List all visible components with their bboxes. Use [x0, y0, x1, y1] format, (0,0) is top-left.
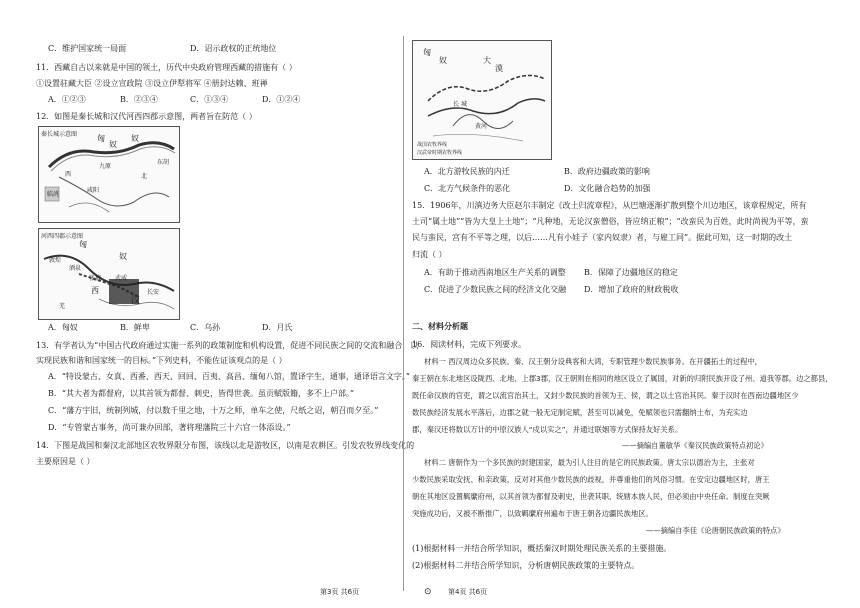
q12-stem: 12．如图是秦长城和汉代河西四郡示意图，两者旨在防范（ ） [36, 112, 257, 121]
boundary-map-legend-1: 战国农牧界线 [417, 142, 448, 148]
qin-map-label-2: 奴 [131, 134, 139, 143]
hexi-map-label-1: 匈 [79, 240, 87, 249]
page-footer-right: 第4页 共6页 [448, 588, 488, 596]
q11-option-b: B．②③④ [120, 95, 158, 104]
material1-source: ——摘编自董敏华《秦汉民族政策特点初论》 [622, 441, 768, 450]
hexi-map-title: 河西四郡示意图 [41, 233, 84, 240]
boundary-map-label-6: 城 [461, 101, 468, 108]
qin-map-label-8: 北 [141, 173, 148, 180]
q13-option-d: D．“专管蒙古事务，尚可兼办回部，著将理藩院三十六官一体添设。” [48, 423, 291, 432]
material2-source: ——摘编自李佳《论唐朝民族政策的特点》 [646, 526, 785, 535]
q14-option-d: D．文化融合趋势的加强 [564, 184, 651, 193]
q13-option-c: C．“藩方宇旧，统制列城，付以数千里之地，十万之师，单车之使，尺纸之诏，朝召而夕至。” [48, 406, 379, 415]
q13-option-b: B．“其大者为都督府，以其首领为都督、刺史，皆得世袭。虽贡赋版籍，多不上户部。” [48, 389, 355, 398]
q15-option-a: A．有助于推动西南地区生产关系的调整 [424, 268, 566, 277]
hexi-map-label-9: 长安 [147, 289, 160, 296]
q11-items: ①设置驻藏大臣 ②设立宣政院 ③设立伊犁将军 ④册封达赖、班禅 [36, 79, 268, 88]
qin-map-label-1: 匈 [97, 134, 105, 143]
q11-stem: 11．西藏自古以来就是中国的领土，历代中央政府管理西藏的措施有（ ） [36, 63, 297, 72]
hexi-commanderies-map [38, 228, 180, 320]
qin-map-label-6: 咸阳 [87, 187, 100, 194]
q12-option-d: D．月氏 [262, 323, 293, 332]
material2-line2: 少数民族采取安抚、和亲政策，反对对其他少数民族的歧视，并尊重他们的风俗习惯。在安定边疆地区时，唐王 [412, 475, 770, 484]
q12-option-b: B．鲜卑 [120, 323, 150, 332]
page-footer-left: 第3页 共6页 [320, 588, 360, 596]
material2-line3: 朝在其地区设置羁縻府州，以其首领为都督及刺史，世袭其职，统辖本族人民，但必须由中央任命。制度在突厥 [412, 492, 770, 501]
q14-option-a: A．北方游牧民族的内迁 [424, 167, 510, 176]
boundary-map-label-5: 长 [453, 101, 460, 108]
hexi-map-label-2: 奴 [119, 252, 127, 261]
material1-line2: 秦王朝在东北地区设陇西、北地、上郡3郡，汉王朝则在相同的地区设立了属国，对新的归附民族开设了州、道我等郡。边之都县， [412, 374, 833, 383]
hexi-map-label-4: 敦煌 [49, 257, 62, 264]
q13-stem-line2: 实现民族和谐和国家统一的目标。”下列史料，不能佐证该观点的是（ ） [36, 356, 287, 365]
qin-map-label-7: 西 [65, 171, 72, 178]
q11-option-d: D．①②④ [262, 95, 301, 104]
hexi-map-label-7: 武威 [115, 275, 128, 282]
boundary-map-label-1: 匈 [423, 48, 431, 57]
hexi-map-label-10: 羌 [59, 303, 66, 310]
hexi-map-label-8: 汉 [131, 296, 141, 306]
q15-stem-line2: 土司“属土地”“皆为大皇上土地”；“凡种地，无论汉蛮僧俗，皆应纳正粮”；“改蛮民为百姓，此时尚视为平等，蛮 [412, 217, 809, 226]
q10-option-d: D．诏示政权的正统地位 [190, 44, 277, 53]
q14-stem-line2: 主要原因是（ ） [36, 457, 95, 466]
q12-option-a: A．匈奴 [48, 323, 78, 332]
q15-stem-line4: 归流（ ） [412, 250, 447, 259]
q15-stem-line1: 15．1906年，川滇边务大臣赵尔丰制定《改土归流章程》，从巴塘逐渐扩散到整个川边地区，该章程规定，所有 [412, 201, 807, 210]
q13-stem-line1: 13．有学者认为“中国古代政府通过实施一系列的政策制度和机构设置，促进不同民族之间的交流和融合，以 [36, 341, 419, 350]
boundary-map-legend-2: 汉武帝时期农牧界线 [417, 150, 463, 156]
q15-option-d: D．增加了政府的财政税收 [584, 285, 679, 294]
q11-option-a: A．①②③ [48, 95, 86, 104]
qin-map-label-3: 奴 [109, 140, 117, 149]
q15-stem-line3: 民与蛮民，宫有不平等之理，以后……凡有小娃子（家内奴隶）者，与雇工同”。据此可知，这一时期的改土 [412, 233, 793, 242]
boundary-map-label-4: 漠 [495, 64, 503, 73]
q16-stem: 16．阅读材料，完成下列要求。 [412, 340, 527, 349]
q14-option-c: C．北方气候条件的恶化 [424, 184, 511, 193]
boundary-map-label-7: 黄河 [475, 123, 488, 130]
material1-line5: 郡，秦汉还将数以万计的中原汉族人“戍以实之”，并通过联姻等方式保持友好关系。 [412, 425, 683, 434]
hexi-map-label-6: 西 [91, 286, 99, 295]
qin-map-label-9: 东胡 [157, 159, 170, 166]
q10-option-c: C．维护国家统一局面 [48, 44, 127, 53]
q15-option-c: C．促进了少数民族之间的经济文化交融 [424, 285, 567, 294]
q16-requirement-2: (2)根据材料二并结合所学知识，分析唐朝民族政策的主要特点。 [412, 561, 640, 570]
q16-requirement-1: (1)根据材料一并结合所学知识，概括秦汉时期处理民族关系的主要措施。 [412, 544, 672, 553]
material2-line1: 材料二 唐朝作为一个多民族的封建国家，最为引人注目的是它的民族政策。唐太宗以德治为主，主张对 [424, 458, 755, 467]
q11-option-c: C．①③④ [190, 95, 229, 104]
agro-pastoral-boundary-map [412, 40, 552, 160]
section-title: 二、材料分析题 [412, 322, 468, 331]
material1-line1: 材料一 西汉周边众多民族。秦、汉王朝分设典客和大鸿，专职管理少数民族事务。在开疆拓土的过程中， [424, 357, 762, 366]
hexi-map-label-5: 张掖 [89, 275, 102, 282]
boundary-map-label-3: 大 [483, 56, 491, 65]
qin-map-title: 秦长城示意图 [41, 131, 78, 138]
page-separator-icon: ⊙ [424, 587, 432, 597]
material1-line3: 既任命汉族的官吏，谓之以流官治其土，又封少数民族的首领为王、侯，谓之以土官治其民。秦于汉时在西南边疆地区少 [412, 391, 799, 400]
q14-stem-line1: 14．下图是战国和秦汉北部地区农牧界限分布图，该线以北是游牧区，以南是农耕区。引发农牧界线变化的 [36, 441, 415, 450]
hexi-map-label-3: 酒泉 [69, 265, 82, 272]
column-divider [403, 36, 404, 591]
q14-option-b: B．政府边疆政策的影响 [564, 167, 650, 176]
material1-line4: 数民族经济发展水平落后，边郡之就一般无定制定赋，甚至可以减免，免赋领也只需翻纳土布，为充实边 [412, 408, 748, 417]
boundary-map-label-2: 奴 [439, 56, 447, 65]
qin-map-label-4: 九原 [99, 163, 112, 170]
q13-option-a: A．“特设蒙古、女真、西番、西天、回回、百夷、高昌、缅甸八馆，置译字生，通事，通译语言文字。” [48, 372, 410, 381]
q15-option-b: B．保障了边疆地区的稳定 [584, 268, 678, 277]
material2-line4: 突施成功后，又被不断推广，以致羁縻府州遍布于唐王朝各边疆民族地区。 [412, 509, 653, 518]
q12-option-c: C．乌孙 [190, 323, 221, 332]
qin-great-wall-map [38, 126, 180, 223]
qin-map-label-5: 临洮 [47, 191, 60, 198]
